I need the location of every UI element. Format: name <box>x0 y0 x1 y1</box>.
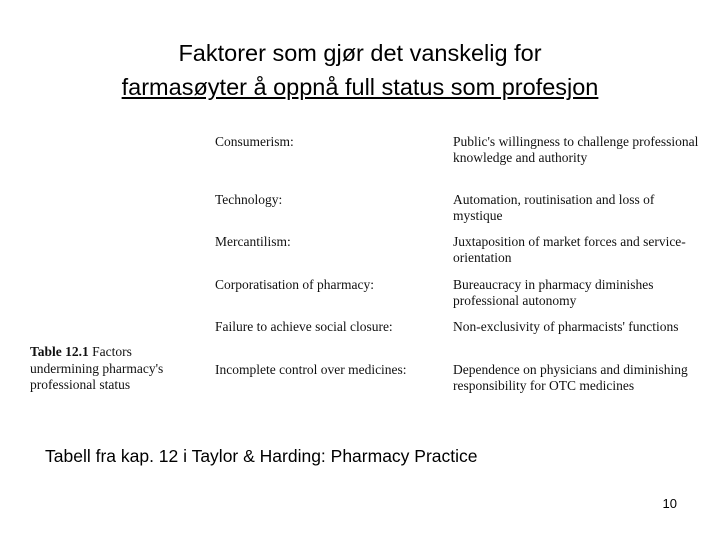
table-caption <box>30 344 170 394</box>
table-caption-label: Table 12.1 <box>30 344 89 359</box>
effect-cell: Juxtaposition of market forces and service-orientation <box>453 234 686 265</box>
scanned-table <box>25 126 705 416</box>
slide-title-line-1: Faktorer som gjør det vanskelig for <box>178 40 542 66</box>
source-note: Tabell fra kap. 12 i Taylor & Harding: Pharmacy Practice <box>45 446 478 466</box>
slide-title-line-2: farmasøyter å oppnå full status som profesjon <box>121 74 599 100</box>
table-caption-text: Factors undermining pharmacy's professional status <box>30 344 164 392</box>
factor-cell: Corporatisation of pharmacy: <box>215 277 374 292</box>
effect-cell: Non-exclusivity of pharmacists' functions <box>453 319 679 334</box>
slide-title <box>0 36 720 104</box>
effect-cell: Public's willingness to challenge professional knowledge and authority <box>453 134 699 165</box>
effect-cell: Dependence on physicians and diminishing responsibility for OTC medicines <box>453 362 688 393</box>
effect-cell: Bureaucracy in pharmacy diminishes professional autonomy <box>453 277 654 308</box>
factor-cell: Mercantilism: <box>215 234 291 249</box>
factor-cell: Incomplete control over medicines: <box>215 362 407 377</box>
factor-cell: Technology: <box>215 192 283 207</box>
factor-cell: Failure to achieve social closure: <box>215 319 393 334</box>
factor-cell: Consumerism: <box>215 134 294 149</box>
effect-cell: Automation, routinisation and loss of mystique <box>453 192 655 223</box>
page-number: 10 <box>662 496 677 511</box>
